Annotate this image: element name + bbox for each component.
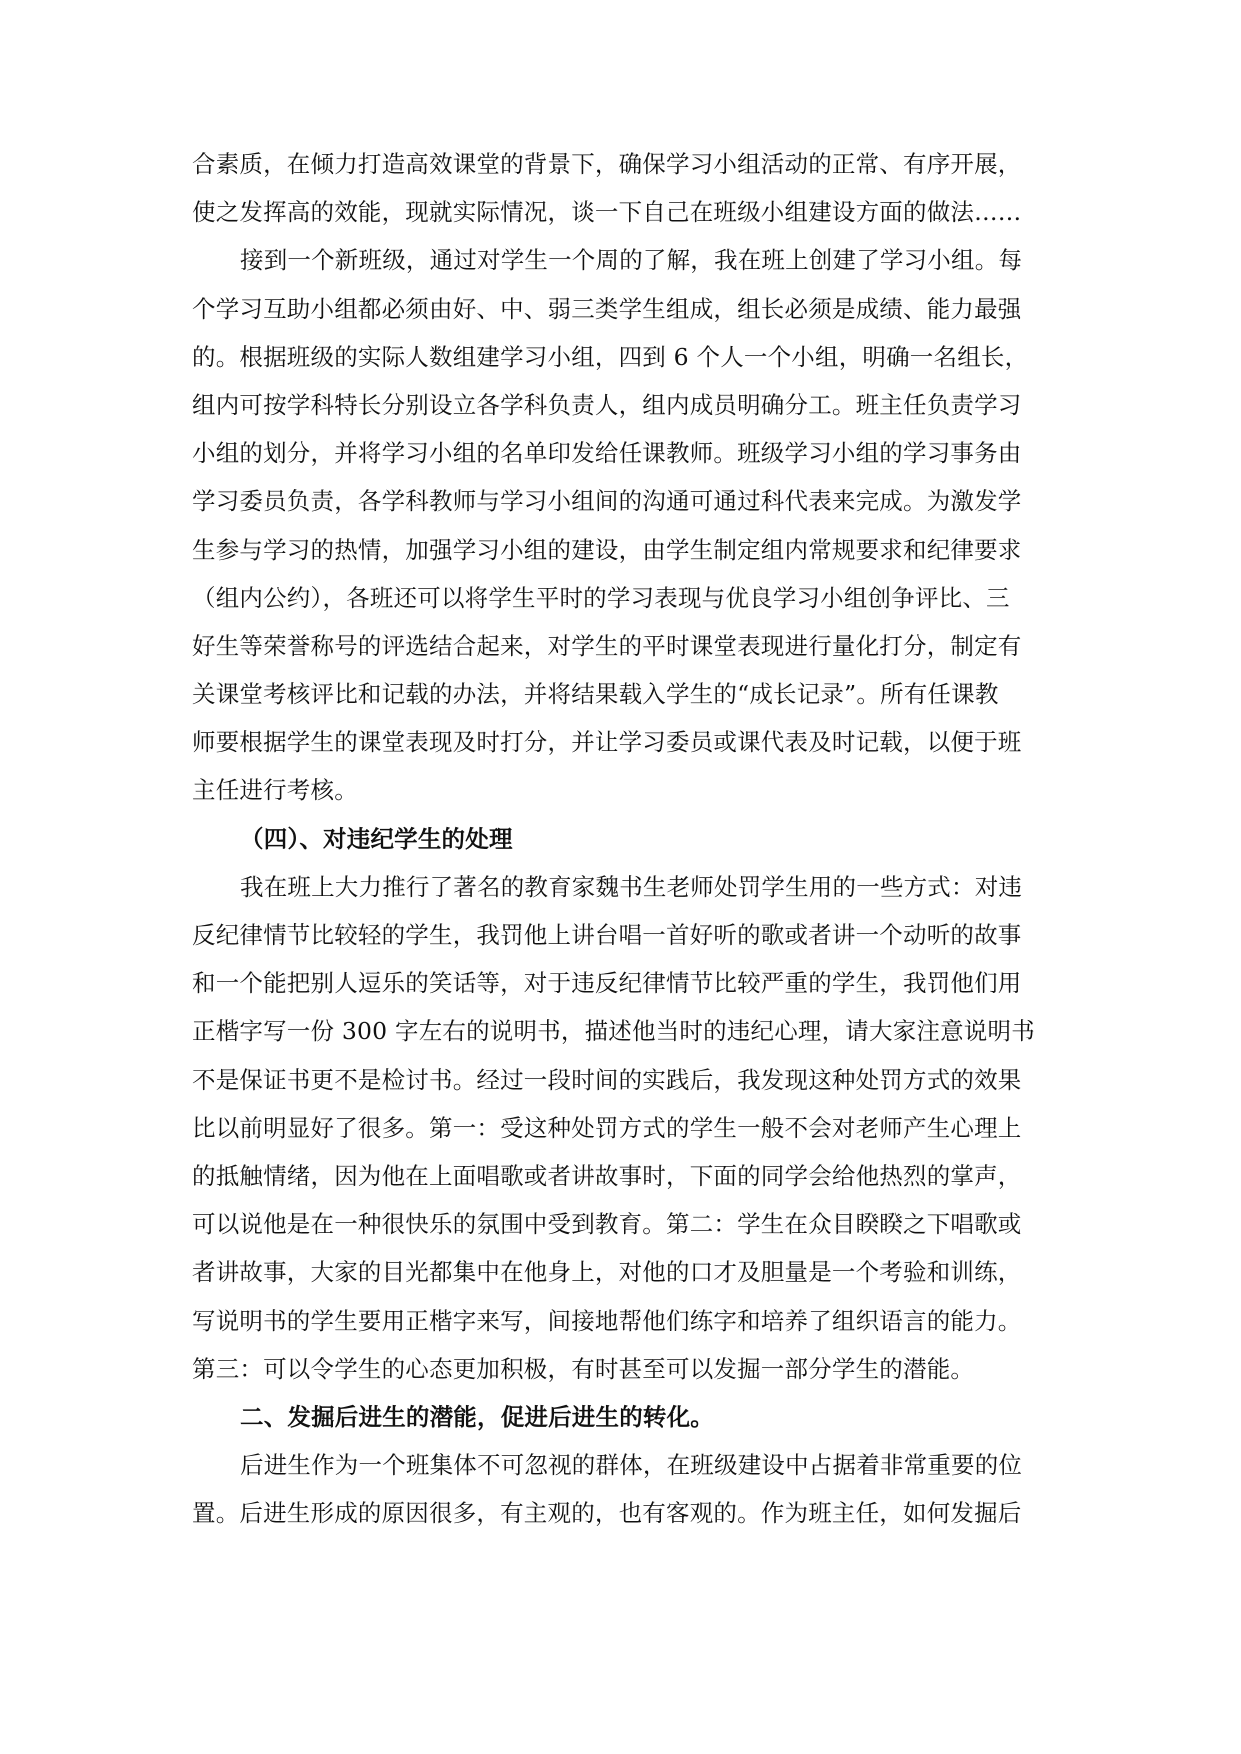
text-line: 组内可按学科特长分别设立各学科负责人，组内成员明确分工。班主任负责学习 — [192, 390, 1022, 419]
text-line: 和一个能把别人逗乐的笑话等，对于违反纪律情节比较严重的学生，我罚他们用 — [192, 969, 1022, 998]
text-line: 比以前明显好了很多。第一：受这种处罚方式的学生一般不会对老师产生心理上 — [192, 1113, 1022, 1142]
text-line: 师要根据学生的课堂表现及时打分，并让学习委员或课代表及时记载，以便于班 — [192, 728, 1022, 757]
section-heading: （四）、对违纪学生的处理 — [240, 824, 513, 853]
text-line: 反纪律情节比较轻的学生，我罚他上讲台唱一首好听的歌或者讲一个动听的故事 — [192, 921, 1022, 949]
text-line: 使之发挥高的效能，现就实际情况，谈一下自己在班级小组建设方面的做法…… — [192, 198, 1022, 227]
text-line: 好生等荣誉称号的评选结合起来，对学生的平时课堂表现进行量化打分，制定有 — [192, 631, 1022, 660]
paragraph-start-line: 我在班上大力推行了著名的教育家魏书生老师处罚学生用的一些方式：对违 — [240, 872, 1023, 901]
text-line: 不是保证书更不是检讨书。经过一段时间的实践后，我发现这种处罚方式的效果 — [192, 1065, 1022, 1094]
paragraph-start-line: 后进生作为一个班集体不可忽视的群体，在班级建设中占据着非常重要的位 — [240, 1451, 1023, 1480]
text-line: 可以说他是在一种很快乐的氛围中受到教育。第二：学生在众目睽睽之下唱歌或 — [192, 1210, 1022, 1239]
text-line: 小组的划分，并将学习小组的名单印发给任课教师。班级学习小组的学习事务由 — [192, 439, 1022, 468]
text-line: 的。根据班级的实际人数组建学习小组，四到 6 个人一个小组，明确一名组长， — [192, 342, 1029, 371]
text-line: 生参与学习的热情，加强学习小组的建设，由学生制定组内常规要求和纪律要求 — [192, 535, 1022, 564]
text-line: 关课堂考核评比和记载的办法，并将结果载入学生的“成长记录”。所有任课教 — [192, 680, 999, 709]
text-line: 置。后进生形成的原因很多，有主观的，也有客观的。作为班主任，如何发掘后 — [192, 1499, 1022, 1528]
text-line: 个学习互助小组都必须由好、中、弱三类学生组成，组长必须是成绩、能力最强 — [192, 294, 1022, 323]
section-heading: 二、发掘后进生的潜能，促进后进生的转化。 — [240, 1402, 714, 1431]
paragraph-start-line: 接到一个新班级，通过对学生一个周的了解，我在班上创建了学习小组。每 — [240, 246, 1023, 275]
text-line: 的抵触情绪，因为他在上面唱歌或者讲故事时，下面的同学会给他热烈的掌声， — [192, 1161, 1022, 1190]
document-body — [192, 140, 1052, 1537]
text-line: 者讲故事，大家的目光都集中在他身上，对他的口才及胆量是一个考验和训练， — [192, 1258, 1022, 1287]
text-line: （组内公约），各班还可以将学生平时的学习表现与优良学习小组创争评比、三 — [192, 583, 1010, 612]
text-line: 主任进行考核。 — [192, 776, 358, 805]
text-line: 第三：可以令学生的心态更加积极，有时甚至可以发掘一部分学生的潜能。 — [192, 1354, 975, 1383]
text-line: 正楷字写一份 300 字左右的说明书，描述他当时的违纪心理，请大家注意说明书 — [192, 1017, 1035, 1046]
text-line: 合素质，在倾力打造高效课堂的背景下，确保学习小组活动的正常、有序开展， — [192, 150, 1022, 178]
text-line: 学习委员负责，各学科教师与学习小组间的沟通可通过科代表来完成。为激发学 — [192, 487, 1022, 516]
text-line: 写说明书的学生要用正楷字来写，间接地帮他们练字和培养了组织语言的能力。 — [192, 1306, 1022, 1335]
